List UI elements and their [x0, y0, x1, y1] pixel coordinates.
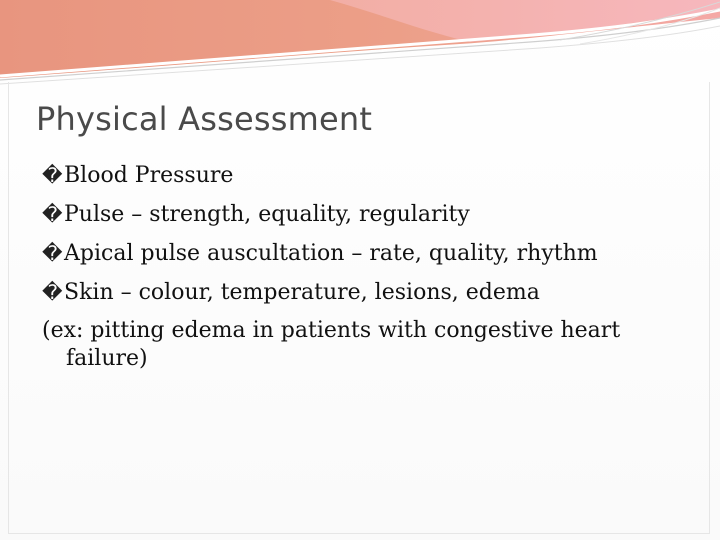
bullet-list: [42, 156, 682, 373]
bullet-text: Blood Pressure: [64, 163, 234, 188]
bullet-item: [42, 156, 682, 195]
slide-title: Physical Assessment: [36, 100, 373, 138]
bullet-item: [42, 195, 682, 234]
bullet-glyph-icon: �: [42, 241, 63, 265]
note-text: (ex: pitting edema in patients with congestive heart failure): [42, 318, 621, 371]
bullet-text: Pulse – strength, equality, regularity: [64, 202, 470, 227]
bullet-item: [42, 234, 682, 273]
bullet-glyph-icon: �: [42, 280, 63, 304]
bullet-glyph-icon: �: [42, 163, 63, 187]
header-decoration: [0, 0, 720, 90]
bullet-glyph-icon: �: [42, 202, 63, 226]
bullet-text: Apical pulse auscultation – rate, quality, rhythm: [64, 241, 598, 266]
bullet-text: Skin – colour, temperature, lesions, edema: [64, 280, 540, 305]
bullet-item: [42, 273, 682, 312]
